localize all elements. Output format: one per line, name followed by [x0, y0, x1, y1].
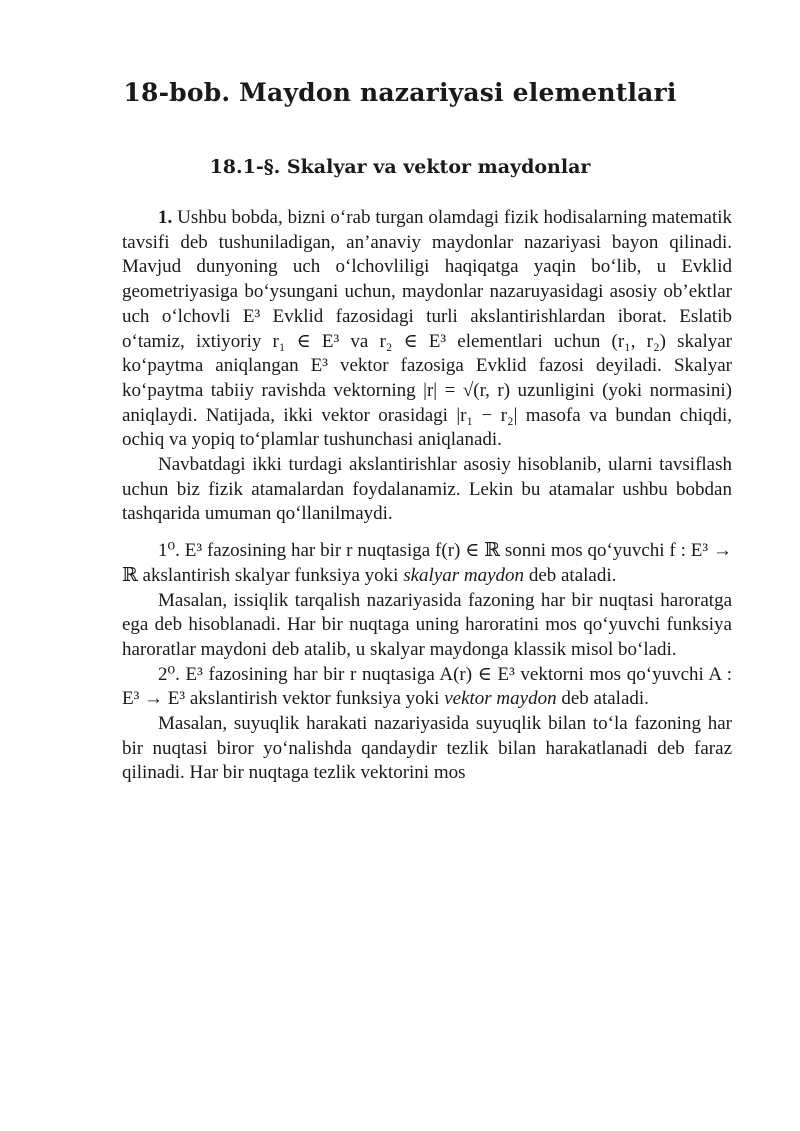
- vector-field-term: vektor maydon: [444, 688, 557, 710]
- scalar-field-definition: 1⁰. E³ fazosining har bir r nuqtasiga f(r) ∈ ℝ sonni mos qo‘yuvchi f : E³ → ℝ akslantirish skalyar funksiya yoki: [122, 540, 732, 586]
- section-title: 18.1-§. Skalyar va vektor maydonlar: [209, 156, 591, 178]
- paragraph-6: Masalan, suyuqlik harakati nazariyasida suyuqlik bilan to‘la fazoning har bir nuqtasi biror yo‘nalishda qandaydir tezlik bilan harakatlanadi deb faraz qilinadi. Har bir nuqtaga tezlik vektorini mos: [122, 713, 732, 784]
- paragraph-2: Navbatdagi ikki turdagi akslantirishlar asosiy hisoblanib, ularni tavsiflash uchun biz fizik atamalardan foydalanamiz. Lekin bu atamalar ushbu bobdan tashqarida umuman qo‘llanilmaydi.: [122, 454, 732, 525]
- body-text: [122, 206, 732, 786]
- paragraph-3: [122, 539, 732, 588]
- paragraph-5: [122, 663, 732, 712]
- scalar-field-definition-end: deb ataladi.: [528, 564, 617, 586]
- paragraph-1: [122, 206, 732, 453]
- paragraph-1-text: Ushbu bobda, bizni o‘rab turgan olamdagi fizik hodisalarning matematik tavsifi deb tushuniladigan, an’anaviy maydonlar nazariyasi bayon qilinadi. Mavjud dunyoning uch o‘lchovliligi haqiqatga yaqin bo‘lib, u Evklid geometriyasiga bo‘ysungani uchun, maydonlar nazaruyasidagi asosiy ob’ektlar uch o‘lchovli E³ Evklid fazosidagi turli akslantirishlardan iborat. Eslatib o‘tamiz, ixtiyoriy r₁ ∈ E³ va r₂ ∈ E³ elementlari uchun (r₁, r₂) skalyar ko‘paytma aniqlangan E³ vektor fazosiga Evklid fazosi deyiladi. Skalyar ko‘paytma tabiiy ravishda vektorning |r| = √(r, r) uzunligini (yoki normasini) aniqlaydi. Natijada, ikki vektor orasidagi |r₁ − r₂| masofa va bundan chiqdi, ochiq va yopiq to‘plamlar tushunchasi aniqlanadi.: [122, 207, 732, 451]
- paragraph-number: 1.: [158, 207, 173, 228]
- chapter-title: 18-bob. Maydon nazariyasi elementlari: [123, 78, 677, 107]
- scalar-field-term: skalyar maydon: [403, 564, 525, 586]
- vector-field-definition: 2⁰. E³ fazosining har bir r nuqtasiga A(r) ∈ E³ vektorni mos qo‘yuvchi A : E³ → E³ akslantirish vektor funksiya yoki: [122, 663, 732, 710]
- paragraph-4: Masalan, issiqlik tarqalish nazariyasida fazoning har bir nuqtasi haroratga ega deb hisoblanadi. Har bir nuqtaga uning haroratini mos qo‘yuvchi funksiya haroratlar maydoni deb atalib, u skalyar maydonga klassik misol bo‘ladi.: [122, 589, 732, 660]
- vector-field-definition-end: deb ataladi.: [561, 688, 649, 710]
